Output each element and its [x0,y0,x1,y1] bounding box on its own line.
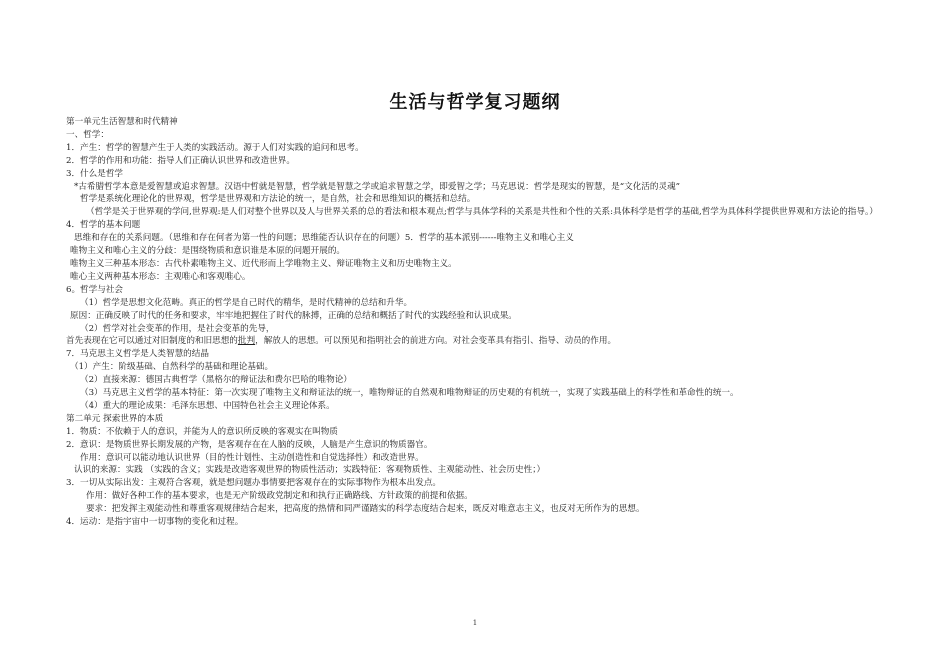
text-line: 唯物主义和唯心主义的分歧：是围绕物质和意识谁是本原的问题开展的。 [70,246,346,257]
text-line: （1）哲学是思想文化范畴。真正的哲学是自己时代的精华，是时代精神的总结和升华。 [80,297,413,308]
text-paragraph: （哲学是关于世界观的学问,世界观:是人们对整个世界以及人与世界关系的总的看法和根本观点;哲学与具体学科的关系是共性和个性的关系:具体科学是哲学的基础,哲学为具体科学提供世界观和方法论的指导。） [86,207,878,218]
text-line: *古希腊哲学本意是爱智慧或追求智慧。汉语中哲就是智慧，哲学就是智慧之学或追求智慧之学，即爱智之学；马克思说：哲学是现实的智慧，是“文化活的灵魂” [74,181,681,192]
text-line: 哲学是系统化理论化的世界观，哲学是世界观和方法论的统一，是自然，社会和思维知识的概括和总结。 [80,194,476,205]
text-line: 作用：意识可以能动地认识世界（目的性计划性、主动创造性和自觉选择性）和改造世界。 [80,452,424,463]
document-body [66,116,896,529]
text-line: 1．产生：哲学的智慧产生于人类的实践活动。源于人们对实践的追问和思考。 [66,142,364,153]
text-line: 要求：把发挥主观能动性和尊重客观规律结合起来，把高度的热情和同严谨踏实的科学态度结合起来，既反对唯意志主义，也反对无所作为的思想。 [86,504,645,515]
text-line [66,335,896,348]
text-line: 思维和存在的关系问题。（思维和存在何者为第一性的问题；思维能否认识存在的问题）5．哲学的基本派别------唯物主义和唯心主义 [74,233,574,244]
text-line: （2）哲学对社会变革的作用，是社会变革的先导， [80,323,275,334]
text-line: 2．意识：是物质世界长期发展的产物，是客观存在在人脑的反映，人脑是产生意识的物质器官。 [66,439,433,450]
text-line: 1．物质：不依赖于人的意识，并能为人的意识所反映的客观实在叫物质 [66,426,338,437]
text-line: 唯物主义三种基本形态：古代朴素唯物主义、近代形而上学唯物主义、辩证唯物主义和历史唯物主义。 [70,258,457,269]
text-line: （2）直接来源：德国古典哲学（黑格尔的辩证法和费尔巴哈的唯物论） [80,375,352,386]
document-title: 生活与哲学复习题纲 [389,92,561,113]
text-line: 7．马克思主义哲学是人类智慧的结晶 [66,349,209,360]
unit-heading: 第二单元 探索世界的本质 [66,413,164,424]
text-line: （1）产生：阶级基础、自然科学的基础和理论基础。 [70,362,274,373]
text-line: 2．哲学的作用和功能：指导人们正确认识世界和改造世界。 [66,155,295,166]
underlined-word: 批判 [237,336,256,347]
text-line: 3．什么是哲学 [66,168,124,179]
unit-heading: 第一单元生活智慧和时代精神 [66,117,178,127]
text-line: 3．一切从实际出发：主观符合客观，就是想问题办事情要把客观存在的实际事物作为根本出发点。 [66,478,442,489]
text-line: 作用：做好各种工作的基本要求，也是无产阶级政党制定和和执行正确路线、方针政策的前提和依据。 [86,491,473,502]
text-line: 认识的来源：实践 （实践的含义；实践是改造客观世界的物质性活动；实践特征：客观物质性、主观能动性、社会历史性；） [74,465,546,476]
page-number: 1 [472,619,478,627]
text-line: 唯心主义两种基本形态：主观唯心和客观唯心。 [70,271,251,282]
text-line: 6。哲学与社会 [66,284,124,295]
text-fragment: ，解放人的思想。可以预见和指明社会的前进方向。对社会变革具有指引、指导、动员的作用。 [255,336,617,347]
text-line: 4．运动：是指宇宙中一切事物的变化和过程。 [66,517,244,528]
text-line: 4．哲学的基本问题 [66,220,141,231]
text-fragment: 首先表现在它可以通过对旧制度的和旧思想的 [66,336,238,347]
section-heading: 一、哲学： [66,129,109,140]
text-line: （4）重大的理论成果：毛泽东思想、中国特色社会主义理论体系。 [80,400,335,411]
text-line: （3）马克思主义哲学的基本特征：第一次实现了唯物主义和辩证法的统一，唯物辩证的自然观和唯物辩证的历史观的有机统一，实现了实践基础上的科学性和革命性的统一。 [80,388,739,399]
text-line: 原因：正确反映了时代的任务和要求，牢牢地把握住了时代的脉搏，正确的总结和概括了时代的实践经验和认识成果。 [70,310,517,321]
